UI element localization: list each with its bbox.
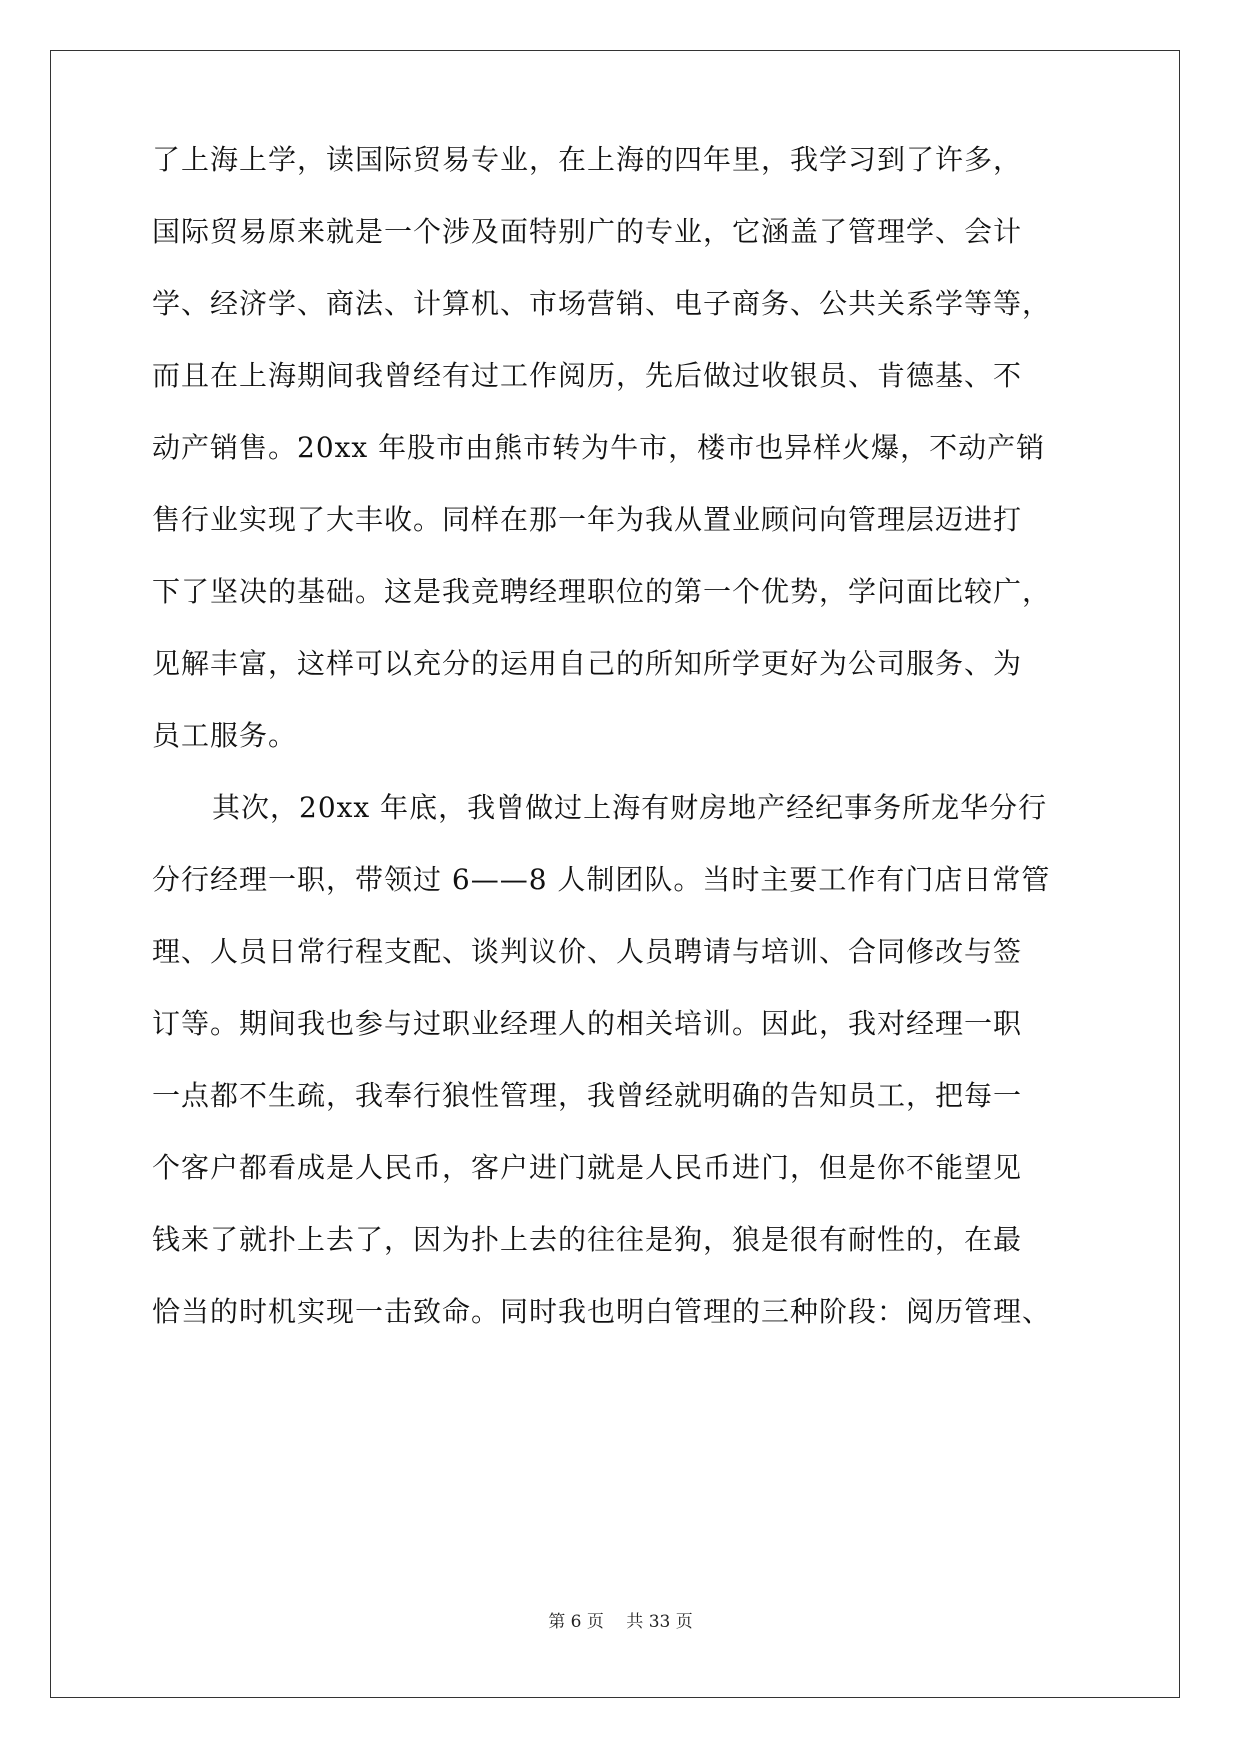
paragraph-first-line: 其次，20xx 年底，我曾做过上海有财房地产经纪事务所龙华分行 (212, 791, 1048, 824)
text-line: 国际贸易原来就是一个涉及面特别广的专业，它涵盖了管理学、会计 (152, 215, 1023, 248)
text-line: 学、经济学、商法、计算机、市场营销、电子商务、公共关系学等等， (152, 287, 1052, 320)
text-line: 员工服务。 (152, 719, 298, 752)
text-line: 恰当的时机实现一击致命。同时我也明白管理的三种阶段：阅历管理、 (152, 1295, 1052, 1328)
text-line: 下了坚决的基础。这是我竞聘经理职位的第一个优势，学问面比较广， (152, 575, 1052, 608)
text-line: 一点都不生疏，我奉行狼性管理，我曾经就明确的告知员工，把每一 (152, 1079, 1023, 1112)
text-line: 分行经理一职，带领过 6——8 人制团队。当时主要工作有门店日常管 (152, 863, 1051, 896)
text-line: 个客户都看成是人民币，客户进门就是人民币进门，但是你不能望见 (152, 1151, 1023, 1184)
text-line: 订等。期间我也参与过职业经理人的相关培训。因此，我对经理一职 (152, 1007, 1023, 1040)
text-line: 理、人员日常行程支配、谈判议价、人员聘请与培训、合同修改与签 (152, 935, 1023, 968)
text-line: 而且在上海期间我曾经有过工作阅历，先后做过收银员、肯德基、不 (152, 359, 1023, 392)
text-line: 动产销售。20xx 年股市由熊市转为牛市，楼市也异样火爆，不动产销 (152, 431, 1046, 464)
text-line: 钱来了就扑上去了，因为扑上去的往往是狗，狼是很有耐性的，在最 (152, 1223, 1023, 1256)
text-line: 见解丰富，这样可以充分的运用自己的所知所学更好为公司服务、为 (152, 647, 1023, 680)
text-line: 了上海上学，读国际贸易专业，在上海的四年里，我学习到了许多， (152, 143, 1023, 176)
text-line: 售行业实现了大丰收。同样在那一年为我从置业顾问向管理层迈进打 (152, 503, 1023, 536)
page-number-footer: 第 6 页 共 33 页 (548, 1612, 693, 1632)
